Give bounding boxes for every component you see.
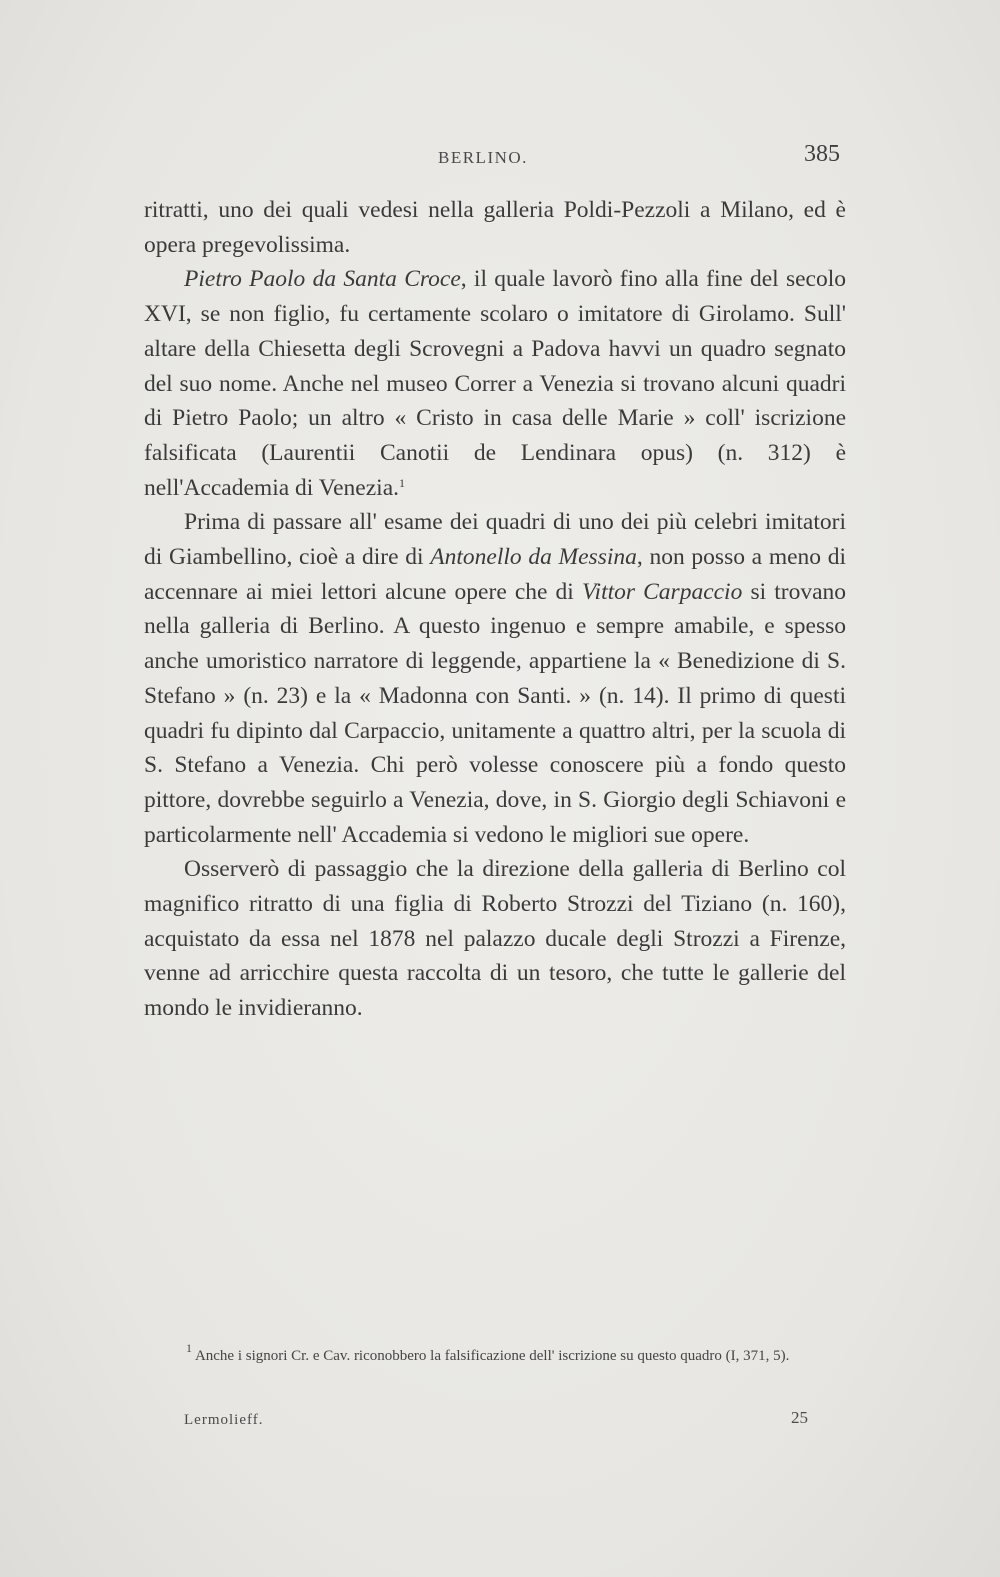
footnote-marker: 1 xyxy=(186,1341,192,1355)
paragraph xyxy=(144,262,846,505)
text-run: ritratti, uno dei quali vedesi nella galleria Poldi-Pezzoli a Milano, ed è opera pregevolissima. xyxy=(144,197,846,258)
text-run: , non posso a meno di accennare ai miei lettori alcune opere che di xyxy=(144,544,847,605)
running-head: BERLINO. xyxy=(438,148,528,167)
paragraph xyxy=(144,193,846,262)
text-run: si trovano nella galleria di Berlino. A questo ingenuo e sempre amabile, e spesso anche umoristico narratore di leggende, appartiene la « Benedizione di S. Stefano » (n. 23) e la « Madonna con Santi. » (n. 14). Il primo di questi quadri fu dipinto dal Carpaccio, unitamente a quattro altri, per la scuola di S. Stefano a Venezia. Chi però volesse conoscere più a fondo questo pittore, dovrebbe seguirlo a Venezia, dove, in S. Giorgio degli Schiavoni e particolarmente nell' Accademia si vedono le migliori sue opere. xyxy=(144,578,846,848)
footnote xyxy=(144,1342,846,1370)
paragraph xyxy=(144,505,846,852)
footnotes xyxy=(144,1342,846,1370)
text-run: Prima di passare all' esame dei quadri di uno dei più celebri imitatori di Giambellino, cioè a dire di xyxy=(144,509,846,571)
body-text xyxy=(144,193,846,1026)
page-header xyxy=(145,141,845,175)
page-number: 385 xyxy=(804,141,840,167)
signature-mark: Lermolieff. xyxy=(184,1412,264,1428)
footnote-text: Anche i signori Cr. e Cav. riconobbero la falsificazione dell' iscrizione su questo quadro (I, 371, 5). xyxy=(194,1348,790,1364)
page-footer xyxy=(144,1408,846,1438)
footnote-ref: 1 xyxy=(399,475,406,490)
paragraph xyxy=(144,852,846,1026)
text-run: , il quale lavorò fino alla fine del secolo XVI, se non figlio, fu certamente scolaro o imitatore di Girolamo. Sull' altare della Chiesetta degli Scrovegni a Padova havvi un quadro segnato del suo nome. Anche nel museo Correr a Venezia si trovano alcuni quadri di Pietro Paolo; un altro « Cristo in casa delle Marie » coll' iscrizione falsificata (Laurentii Canotii de Lendinara opus) (n. 312) è nell'Accademia di Venezia. xyxy=(144,266,846,501)
italic-text: Pietro Paolo da Santa Croce xyxy=(184,266,461,293)
sheet-number: 25 xyxy=(791,1408,808,1427)
italic-text: Vittor Carpaccio xyxy=(581,578,743,605)
text-run: Osserverò di passaggio che la direzione della galleria di Berlino col magnifico ritratto di una figlia di Roberto Strozzi del Tiziano (n. 160), acquistato da essa nel 1878 nel palazzo ducale degli Strozzi a Firenze, venne ad arricchire questa raccolta di un tesoro, che tutte le gallerie del mondo le invidieranno. xyxy=(144,856,846,1022)
italic-text: Antonello da Messina xyxy=(430,544,637,571)
